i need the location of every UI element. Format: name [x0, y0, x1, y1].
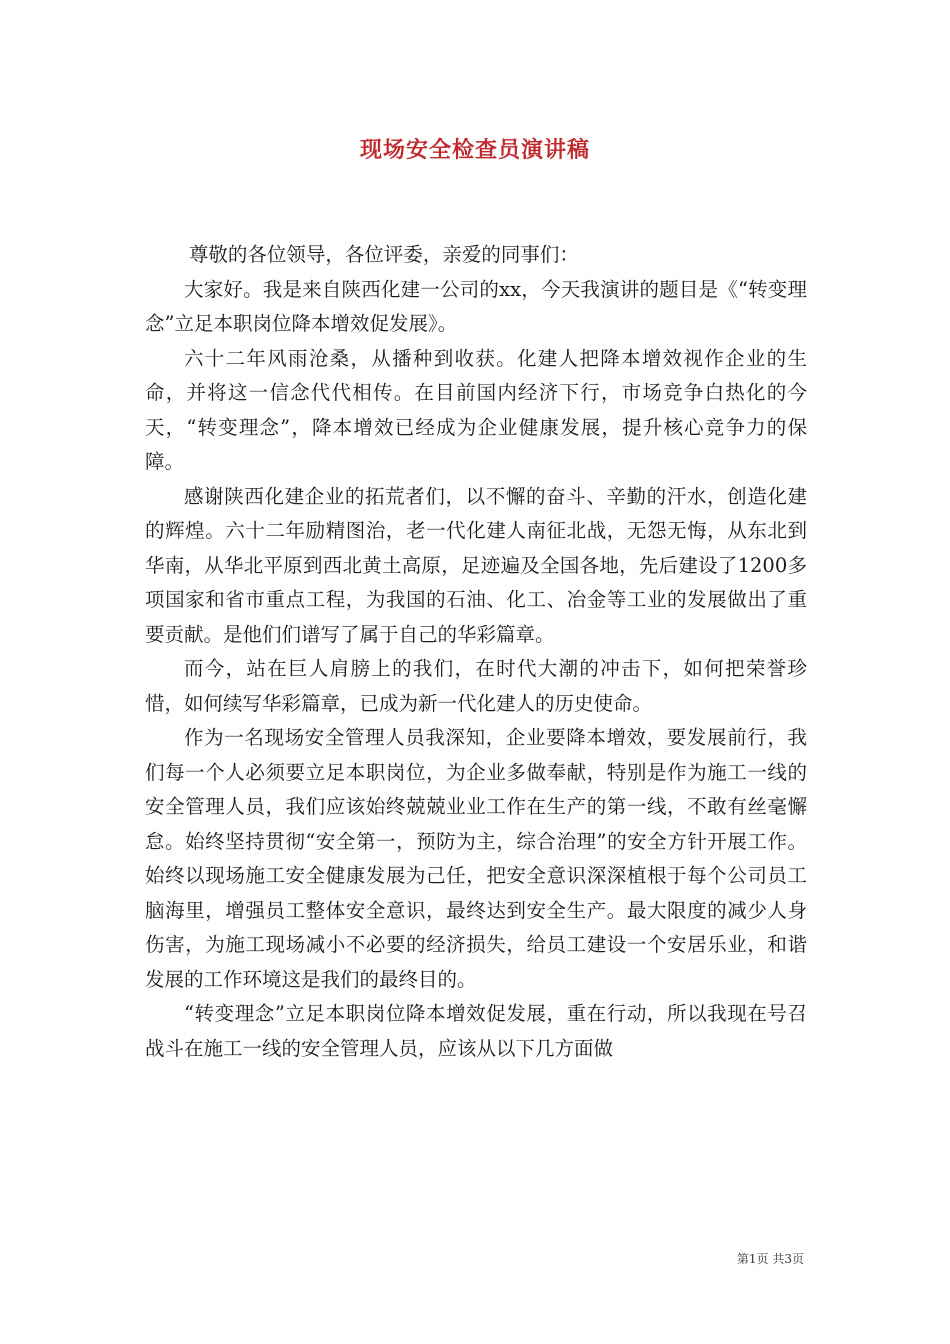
paragraph-pioneers: 感谢陕西化建企业的拓荒者们，以不懈的奋斗、辛勤的汗水，创造化建的辉煌。六十二年励精图治，老一代化建人南征北战，无怨无悔，从东北到华南，从华北平原到西北黄土高原，足迹遍及全国各地，先后建设了1200多项国家和省市重点工程，为我国的石油、化工、冶金等工业的发展做出了重要贡献。是他们们谱写了属于自己的华彩篇章。 [145, 484, 807, 646]
paragraph-salutation: 尊敬的各位领导，各位评委，亲爱的同事们： [188, 243, 579, 266]
page-number: 第1页 共3页 [736, 1252, 804, 1266]
paragraph-mission: 而今，站在巨人肩膀上的我们，在时代大潮的冲击下，如何把荣誉珍惜，如何续写华彩篇章，已成为新一代化建人的历史使命。 [145, 657, 807, 715]
paragraph-history: 六十二年风雨沧桑，从播种到收获。化建人把降本增效视作企业的生命，并将这一信念代代相传。在目前国内经济下行，市场竞争白热化的今天，“转变理念”，降本增效已经成为企业健康发展，提升核心竞争力的保障。 [145, 346, 807, 473]
document-title: 现场安全检查员演讲稿 [359, 137, 590, 163]
paragraph-call-to-action: “转变理念”立足本职岗位降本增效促发展，重在行动，所以我现在号召战斗在施工一线的安全管理人员，应该从以下几方面做 [145, 1002, 807, 1060]
document-body [145, 238, 807, 1066]
paragraph-safety-role: 作为一名现场安全管理人员我深知，企业要降本增效，要发展前行，我们每一个人必须要立足本职岗位，为企业多做奉献，特别是作为施工一线的安全管理人员，我们应该始终兢兢业业工作在生产的第一线，不敢有丝毫懈怠。始终坚持贯彻“安全第一，预防为主，综合治理”的安全方针开展工作。始终以现场施工安全健康发展为己任，把安全意识深深植根于每个公司员工脑海里，增强员工整体安全意识，最终达到安全生产。最大限度的减少人身伤害，为施工现场减小不必要的经济损失，给员工建设一个安居乐业，和谐发展的工作环境这是我们的最终目的。 [145, 726, 807, 991]
paragraph-intro: 大家好。我是来自陕西化建一公司的xx，今天我演讲的题目是《“转变理念”立足本职岗位降本增效促发展》。 [145, 277, 807, 335]
